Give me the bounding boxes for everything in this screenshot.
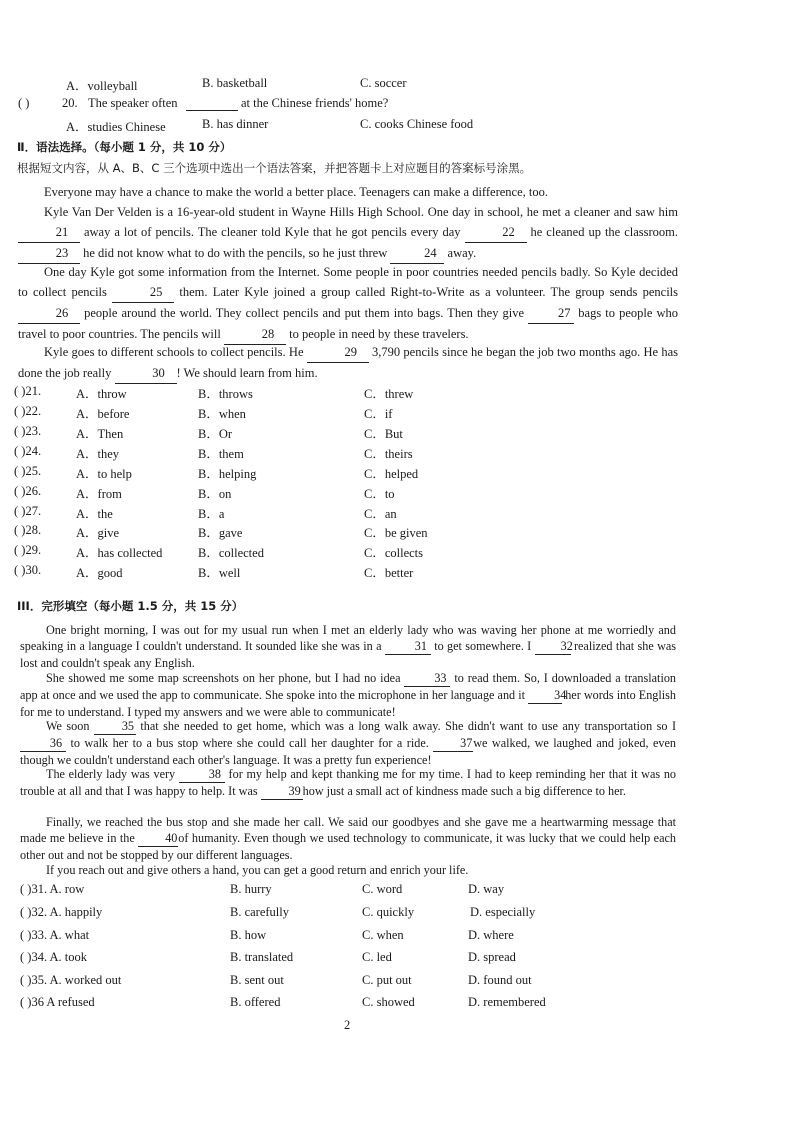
option-row — [20, 928, 700, 948]
question-and-option-a: ( )34. A. took — [20, 950, 88, 964]
passage-text: We soon — [46, 719, 90, 733]
option-a: A．before — [76, 407, 130, 421]
option-c: C．collects — [364, 546, 424, 560]
option-row — [14, 504, 694, 524]
passage-text: Kyle Van Der Velden is a 16-year-old student in Wayne Hills High School. One day in school, he met a cleaner and saw him — [44, 205, 678, 219]
blank-21: 21 — [18, 222, 80, 243]
option-c: C. put out — [362, 973, 412, 987]
section2-passage-p4 — [18, 342, 678, 384]
section2-title: Ⅱ．语法选择。（每小题 1 分，共 10 分） — [17, 140, 232, 154]
page-number: 2 — [344, 1018, 351, 1032]
section3-passage-p3 — [20, 718, 676, 768]
option-b: B．a — [198, 507, 225, 521]
question-number: ( )22. — [14, 404, 42, 418]
option-row — [14, 464, 694, 484]
blank-34: 34 — [528, 687, 562, 704]
passage-text: to people in need by these travelers. — [289, 327, 469, 341]
section3-title: III．完形填空（每小题 1.5 分，共 15 分） — [17, 599, 244, 613]
blank-37: 37 — [433, 735, 473, 752]
blank-24: 24 — [390, 243, 444, 264]
passage-text: people around the world. They collect pencils and put them into bags. Then they give — [84, 306, 525, 320]
option-c: C．an — [364, 507, 397, 521]
q19-option-b: B. basketball — [202, 76, 268, 90]
section3-passage-p2 — [20, 670, 676, 720]
blank-36: 36 — [20, 735, 66, 752]
passage-text: One day Kyle got some information from the Internet. Some people in poor countries needed pencils badly. So Kyle decided to collect pencils — [18, 265, 678, 299]
q20-paren: ( ) — [18, 96, 30, 110]
passage-text: bags to people who travel to poor countries. The pencils will — [18, 306, 679, 341]
question-number: ( )27. — [14, 504, 42, 518]
option-row — [14, 484, 694, 504]
question-number: ( )21. — [14, 384, 42, 398]
question-number: ( )30. — [14, 563, 42, 577]
option-c: C. showed — [362, 995, 415, 1009]
option-row — [14, 523, 694, 543]
q20-number: 20. — [62, 96, 78, 110]
blank-32: 32 — [535, 638, 571, 655]
option-b: B．collected — [198, 546, 264, 560]
option-row — [20, 973, 700, 993]
q20-stem-before: The speaker often — [88, 96, 178, 110]
option-b: B．gave — [198, 526, 243, 540]
option-row — [14, 424, 694, 444]
question-number: ( )26. — [14, 484, 42, 498]
question-number: ( )29. — [14, 543, 42, 557]
option-a: A．Then — [76, 427, 124, 441]
option-c: C．to — [364, 487, 395, 501]
passage-text: he did not know what to do with the pencils, so he just threw — [83, 246, 388, 260]
passage-text: She showed me some map screenshots on her phone, but I had no idea — [46, 671, 401, 685]
passage-text: ! We should learn from him. — [176, 366, 318, 380]
q20-option-a: A．studies Chinese — [66, 120, 166, 134]
option-row — [20, 950, 700, 970]
option-c: C. word — [362, 882, 403, 896]
passage-text: how just a small act of kindness made such a big difference to her. — [302, 784, 626, 798]
passage-text: for my help and kept thanking me for my time. I had to keep reminding her that it was no trouble at all and that I was happy to help. It was — [20, 767, 677, 798]
section3-passage-p4 — [20, 766, 676, 800]
option-c: C．if — [364, 407, 393, 421]
q20-option-c: C. cooks Chinese food — [360, 117, 474, 131]
passage-text: 3,790 pencils since he began the job two months ago. He has done the job really — [18, 345, 679, 380]
option-row — [14, 543, 694, 563]
passage-text: to get somewhere. I — [434, 639, 532, 653]
blank-25: 25 — [112, 282, 174, 303]
option-b: B．when — [198, 407, 246, 421]
option-b: B. carefully — [230, 905, 290, 919]
option-a: A．give — [76, 526, 120, 540]
option-c: C. quickly — [362, 905, 415, 919]
option-d: D. remembered — [468, 995, 546, 1009]
option-b: B．Or — [198, 427, 233, 441]
section2-instruction: 根据短文内容，从 A、B、C 三个选项中选出一个语法答案，并把答题卡上对应题目的答案标号涂黑。 — [17, 161, 532, 175]
option-d: D. found out — [468, 973, 532, 987]
option-row — [20, 995, 700, 1015]
blank-26: 26 — [18, 303, 80, 324]
passage-text: Kyle goes to different schools to collect pencils. He — [44, 345, 304, 359]
section2-passage-p2 — [18, 202, 678, 264]
section3-passage-p5 — [20, 814, 676, 863]
option-b: B. translated — [230, 950, 294, 964]
question-and-option-a: ( )31. A. row — [20, 882, 85, 896]
q19-option-a: A．volleyball — [66, 79, 138, 93]
passage-text: them. Later Kyle joined a group called Right-to-Write as a volunteer. The group sends pencils — [179, 285, 679, 299]
q20-blank-line — [186, 110, 238, 111]
passage-text: The elderly lady was very — [46, 767, 176, 781]
passage-text: to walk her to a bus stop where she could call her daughter for a ride. — [70, 736, 429, 750]
blank-39: 39 — [261, 783, 303, 800]
option-row — [14, 404, 694, 424]
blank-29: 29 — [307, 342, 369, 363]
question-number: ( )24. — [14, 444, 42, 458]
option-a: A．from — [76, 487, 122, 501]
option-row — [14, 444, 694, 464]
question-and-option-a: ( )33. A. what — [20, 928, 90, 942]
section2-passage-p3 — [18, 262, 678, 345]
section2-passage-p1: Everyone may have a chance to make the world a better place. Teenagers can make a difference, too. — [44, 185, 548, 199]
blank-27: 27 — [528, 303, 574, 324]
passage-text: realized that she was lost and couldn't speak any English. — [20, 639, 677, 670]
option-b: B．throws — [198, 387, 253, 401]
option-a: A．good — [76, 566, 123, 580]
option-row — [20, 905, 700, 925]
q20-option-b: B. has dinner — [202, 117, 269, 131]
option-c: C．better — [364, 566, 414, 580]
blank-35: 35 — [94, 718, 136, 735]
option-a: A．has collected — [76, 546, 163, 560]
blank-30: 30 — [115, 363, 177, 384]
option-a: A．to help — [76, 467, 132, 481]
question-and-option-a: ( )36 A refused — [20, 995, 95, 1009]
question-and-option-a: ( )32. A. happily — [20, 905, 103, 919]
option-b: B. hurry — [230, 882, 272, 896]
passage-text: that she needed to get home, which was a long walk away. She didn't want to use any transportation so I — [140, 719, 677, 733]
passage-text: to read them. So, I downloaded a translation app at once and we used the app to communicate. She spoke into the microphone in her language and it — [20, 671, 677, 702]
blank-33: 33 — [404, 670, 450, 687]
blank-40: 40 — [138, 830, 178, 847]
option-c: C. led — [362, 950, 392, 964]
q19-option-c: C. soccer — [360, 76, 407, 90]
option-row — [20, 882, 700, 902]
option-b: B. offered — [230, 995, 281, 1009]
option-a: A．the — [76, 507, 113, 521]
passage-text: away a lot of pencils. The cleaner told Kyle that he got pencils every day — [83, 225, 461, 239]
option-b: B. sent out — [230, 973, 284, 987]
option-d: D. way — [468, 882, 505, 896]
q20-stem-after: at the Chinese friends' home? — [241, 96, 389, 110]
question-number: ( )25. — [14, 464, 42, 478]
option-b: B．them — [198, 447, 244, 461]
blank-31: 31 — [385, 638, 431, 655]
option-c: C. when — [362, 928, 404, 942]
passage-text: of humanity. Even though we used technology to communicate, it was lucky that we could help each other out and not be stopped by our different languages. — [20, 831, 676, 862]
option-c: C．theirs — [364, 447, 413, 461]
option-b: B. how — [230, 928, 267, 942]
option-d: D. especially — [470, 905, 536, 919]
section3-passage-p1 — [20, 622, 676, 671]
passage-text: One bright morning, I was out for my usual run when I met an elderly lady who was waving her phone at me worriedly and speaking in a language I couldn't understand. It sounded like she was in a — [20, 623, 676, 653]
question-number: ( )23. — [14, 424, 42, 438]
option-row — [14, 563, 694, 583]
option-d: D. where — [468, 928, 514, 942]
option-a: A．throw — [76, 387, 127, 401]
blank-23: 23 — [18, 243, 80, 264]
passage-text: away. — [447, 246, 477, 260]
question-and-option-a: ( )35. A. worked out — [20, 973, 122, 987]
option-c: C．be given — [364, 526, 428, 540]
passage-text: he cleaned up the classroom. — [530, 225, 679, 239]
blank-22: 22 — [465, 222, 527, 243]
option-b: B．helping — [198, 467, 257, 481]
question-number: ( )28. — [14, 523, 42, 537]
passage-text: her words into English for me to understand. I typed my answers and we were able to communicate! — [20, 688, 677, 719]
blank-38: 38 — [179, 766, 225, 783]
option-b: B．well — [198, 566, 241, 580]
option-a: A．they — [76, 447, 120, 461]
option-c: C．helped — [364, 467, 419, 481]
option-row — [14, 384, 694, 404]
section3-passage-p6: If you reach out and give others a hand, you can get a good return and enrich your life. — [46, 863, 469, 877]
blank-28: 28 — [224, 324, 286, 345]
option-c: C．threw — [364, 387, 414, 401]
option-b: B．on — [198, 487, 232, 501]
option-d: D. spread — [468, 950, 516, 964]
option-c: C．But — [364, 427, 403, 441]
passage-text: Finally, we reached the bus stop and she made her call. We said our goodbyes and she gave me a heartwarming message that made me believe in the — [20, 815, 676, 845]
passage-text: we walked, we laughed and joked, even though we couldn't understand each other's language. It was a pretty fun experience! — [20, 736, 676, 767]
